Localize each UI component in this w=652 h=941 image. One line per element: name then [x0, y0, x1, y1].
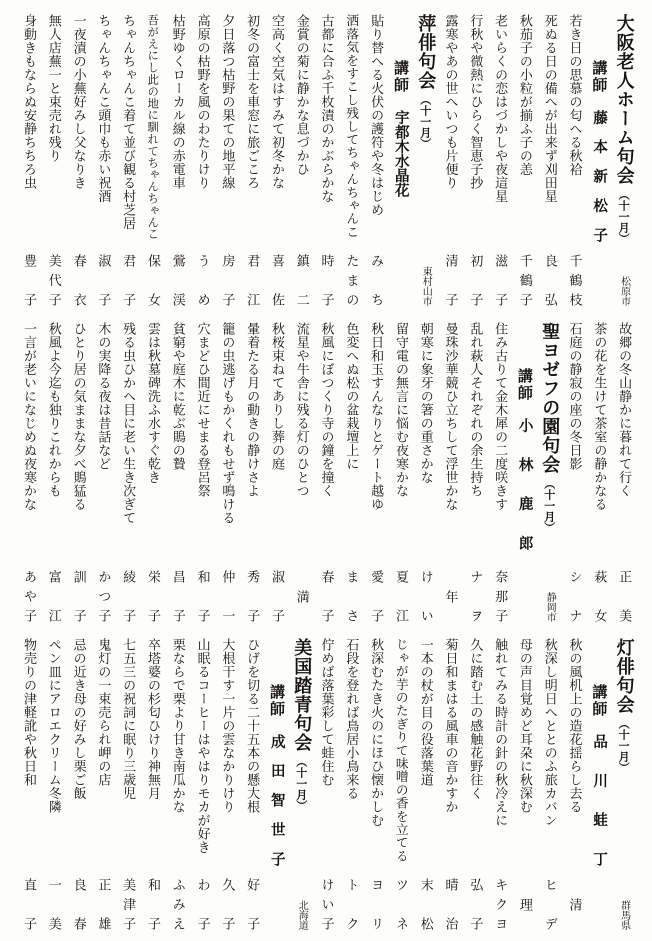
poem-column: [115, 14, 140, 306]
poem-text: 佇めば落葉彩して蛙住む: [318, 638, 334, 787]
poem-column: [611, 322, 636, 622]
poem-column: [438, 14, 463, 306]
poem-text: 貧窮や庭木に乾ぶ鵙の贄: [169, 322, 185, 471]
poem-column: [41, 638, 66, 930]
poem-author: ふみえ: [169, 878, 185, 930]
poem-text: ひとり居の気ままな夕べ鵙猛る: [70, 322, 86, 511]
poem-column: [264, 322, 289, 622]
poem-column: [363, 322, 388, 622]
section-title-column: [413, 14, 438, 306]
poem-author: 房子: [219, 254, 235, 306]
lecturer-column: [388, 14, 413, 306]
poem-column: [16, 638, 41, 930]
poem-author: 春子: [318, 570, 334, 622]
poem-author: 理: [516, 897, 532, 911]
section-title: 聖ヨゼフの園句会: [539, 322, 561, 474]
poem-column: [90, 638, 115, 930]
lecturer-column: [512, 322, 537, 622]
poem-author: トク: [343, 878, 359, 930]
poem-text: ペン皿にアロエクリーム冬隣: [45, 638, 61, 814]
poem-column: [115, 638, 140, 930]
poem-author: 千鶴枝: [566, 254, 582, 306]
poem-text: 無人店蕪一と束売れ残り: [45, 14, 61, 163]
poem-text: 雲は秋墓碑洗ふ水すぐ乾き: [144, 322, 160, 484]
poem-author: 良春: [70, 878, 86, 930]
poem-column: [239, 14, 264, 306]
poem-column: [487, 14, 512, 306]
poem-column: [66, 638, 91, 930]
poem-text: 老いらくの恋はづかしや夜這星: [492, 14, 508, 203]
lecturer-label: 講師: [590, 684, 609, 718]
poem-author: 栄子: [144, 570, 160, 622]
poem-text: 秋日和玉すんなりとゲート越ゆ: [368, 322, 384, 511]
lecturer-name: 品川蛙丁: [591, 734, 609, 866]
poem-column: [140, 322, 165, 622]
poem-text: 一言が老いになじめぬ夜寒かな: [20, 322, 36, 511]
text-band: [16, 14, 636, 306]
section-title: 美国踏青句会: [291, 638, 313, 752]
poem-column: [165, 638, 190, 930]
poem-column: [562, 14, 587, 306]
poem-column: [90, 322, 115, 622]
poem-text: 秋風にぼつくり寺の鐘を撞く: [318, 322, 334, 498]
poem-text: 秋の風机上の造花揺らし去る: [566, 638, 582, 814]
poem-author: 滋子: [492, 254, 508, 306]
poem-author: 清: [566, 897, 582, 911]
poem-column: [115, 322, 140, 622]
poem-text: 金賞の菊に静かな息づかひ: [293, 14, 309, 176]
poem-text: 茶の花を生けて茶室の静かなる: [591, 322, 607, 511]
poem-author: 弘子: [467, 878, 483, 930]
section-date: （十一月）: [617, 189, 631, 244]
poem-column: [214, 14, 239, 306]
poem-column: [512, 638, 537, 930]
poem-text: 死ぬる日の備へが出来ず刈田星: [541, 14, 557, 203]
lecturer-column: [264, 638, 289, 930]
poem-column: [562, 322, 587, 622]
poem-author: 喜佐: [268, 254, 284, 306]
poem-author: 晴治: [442, 878, 458, 930]
poem-author: あや子: [20, 570, 36, 622]
poem-text: 穴まどひ間近にせまる登呂祭: [194, 322, 210, 498]
poem-author: かつ子: [95, 570, 111, 622]
poem-text: 高原の枯野を風のわたりけり: [194, 14, 210, 190]
poem-text: 忌の近き母の好みし栗ご飯: [70, 638, 86, 800]
lecturer-name: 藤本新松子: [591, 110, 609, 242]
poem-author: 和子: [144, 878, 160, 930]
poem-author: うめ: [194, 254, 210, 306]
poem-column: [537, 14, 562, 306]
poem-author: けい: [417, 570, 433, 622]
poem-author: 良弘: [541, 254, 557, 306]
poem-text: 菊日和まはる風車の音かすか: [442, 638, 458, 814]
poem-text: 七五三の祝詞に眠り三歳児: [120, 638, 136, 800]
poem-author: 美津子: [120, 878, 136, 930]
section-date: （十一月）: [617, 718, 631, 773]
section-place: 群馬県: [618, 900, 630, 930]
poem-text: 初冬の富士を車窓に旅ごころ: [244, 14, 260, 190]
poem-text: 行秋や微熱にひらく智恵子抄: [467, 14, 483, 190]
poem-column: [90, 14, 115, 306]
poem-column: [586, 322, 611, 622]
poem-column: [562, 638, 587, 930]
poem-author: 萩女: [591, 570, 607, 622]
poem-author: 直子: [20, 878, 36, 930]
lecturer-name: 宇都木水晶花: [392, 110, 410, 197]
poem-column: [413, 322, 438, 622]
section-place: 静岡市: [544, 592, 556, 622]
poem-text: 若き日の思慕の匂へる秋袷: [566, 14, 582, 176]
poem-column: [214, 322, 239, 622]
poem-column: [140, 14, 165, 306]
poem-column: [190, 638, 215, 930]
poem-text: 石庭の静寂の座の冬日影: [566, 322, 582, 471]
poem-text: 留守電の無言に悩む夜寒かな: [392, 322, 408, 498]
lecturer-name: 成田智世子: [268, 734, 286, 866]
poem-text: 身動きもならぬ安静ちちろ虫: [20, 14, 36, 190]
poem-author: 久子: [219, 878, 235, 930]
poem-author: けい子: [318, 878, 334, 930]
poem-author: まさ: [343, 570, 359, 622]
poem-author: 好子: [244, 878, 260, 930]
section-title-column: [537, 322, 562, 622]
poem-author: ツネ: [392, 878, 408, 930]
poem-text: 秋風よ今迄も独りこれからも: [45, 322, 61, 498]
poem-text: 暈着たる月の動きの静けさよ: [244, 322, 260, 498]
poem-column: [338, 322, 363, 622]
poem-text: ちゃんちゃんこ着て並び観る村芝居: [120, 14, 136, 230]
poem-author: 春衣: [70, 254, 86, 306]
poem-column: [388, 638, 413, 930]
poem-text: 夕日落つ枯野の果ての地平線: [219, 14, 235, 190]
poem-author: 訓子: [70, 570, 86, 622]
poem-text: 朝寒に象牙の箸の重さかな: [417, 322, 433, 484]
poem-author: 正雄: [95, 878, 111, 930]
poem-author: 夏江: [392, 570, 408, 622]
poem-author: ヒデ: [541, 878, 557, 930]
poem-text: 吾がえにし此の地に馴れてちゃんちゃんこ: [146, 14, 161, 241]
poem-column: [165, 322, 190, 622]
poem-author: シナ: [566, 570, 582, 622]
poem-author: 保女: [144, 254, 160, 306]
poem-author: 愛子: [368, 570, 384, 622]
poem-text: 露寒やあの世へいつも片便り: [442, 14, 458, 190]
poem-text: 物売りの津軽訛や秋日和: [20, 638, 36, 787]
poem-column: [487, 322, 512, 622]
lecturer-label: 講師: [515, 368, 534, 402]
poem-text: 母の声目覚めど耳朶に秋深む: [516, 638, 532, 814]
poem-column: [537, 638, 562, 930]
section-title: 萍俳句会: [415, 14, 437, 90]
poem-text: 卒塔婆の杉匂ひけり神無月: [144, 638, 160, 800]
poem-text: 流星や牛舎に残る灯のひとつ: [293, 322, 309, 498]
poem-column: [140, 638, 165, 930]
section-title: 大阪老人ホーム句会: [613, 14, 635, 185]
poem-column: [462, 638, 487, 930]
poem-author: わ子: [194, 878, 210, 930]
poem-author: 豊子: [20, 254, 36, 306]
poem-text: 秋桜束ねてありし葬の庭: [268, 322, 284, 471]
poem-column: [338, 638, 363, 930]
poem-column: [388, 322, 413, 622]
poem-author: みち: [368, 254, 384, 306]
poem-author: 淑子: [268, 570, 284, 622]
poem-column: [487, 638, 512, 930]
poem-author: 年: [442, 589, 458, 603]
poem-text: 山眠るコーヒーはやはりモカが好き: [194, 638, 210, 854]
poem-author: たまの: [343, 254, 359, 306]
poem-text: ちゃんちゃんこ頭巾も赤い祝酒: [95, 14, 111, 203]
poem-author: 初子: [467, 254, 483, 306]
lecturer-label: 講師: [267, 684, 286, 718]
poem-column: [462, 322, 487, 622]
poem-column: [190, 322, 215, 622]
section-date: （十一月）: [418, 94, 432, 149]
poem-text: 残る虫ひかへ目に老い生き次ぎて: [120, 322, 136, 525]
poem-text: じゃが芋のたぎりて味噌の香を立てる: [393, 638, 409, 863]
poem-column: [41, 322, 66, 622]
poem-text: 秋茄子の小粒が揃ふ子の恙: [516, 14, 532, 176]
poem-text: 籠の虫逃げもかくれもせず鳴ける: [219, 322, 235, 525]
poem-text: 古都に合ふ千枚漬のかぶらかな: [318, 14, 334, 203]
poem-text: 大根干す一片の雲なかりけり: [219, 638, 235, 814]
poem-column: [66, 14, 91, 306]
poem-column: [66, 322, 91, 622]
poem-text: 一夜漬の小蕪好みし父なりき: [70, 14, 86, 190]
poem-text: 空高く空気はすみて初冬かな: [268, 14, 284, 190]
section-title: 灯俳句会: [613, 638, 635, 714]
poem-text: 色変へぬ松の盆栽壇上に: [343, 322, 359, 471]
section-title-column: [289, 638, 314, 930]
lecturer-label: 講師: [590, 60, 609, 94]
poem-author: キクヨ: [492, 878, 508, 930]
poem-text: 触れてみる時計の針の秋冷えに: [492, 638, 508, 827]
poem-column: [264, 14, 289, 306]
poem-text: 一本の杖が目の役落葉道: [417, 638, 433, 787]
poem-author: 末松: [417, 878, 433, 930]
poem-author: 淑子: [95, 254, 111, 306]
section-title-column: [611, 638, 636, 930]
poem-text: 貼り替へる火伏の護符や冬はじめ: [368, 14, 384, 217]
poem-text: 栗ならで栗より甘き南瓜かな: [169, 638, 185, 814]
poem-author: 君子: [120, 254, 136, 306]
lecturer-column: [586, 638, 611, 930]
poem-author: 時子: [318, 254, 334, 306]
poem-text: 秋深むたき火のにほひ懐かしむ: [368, 638, 384, 827]
poem-author: 清子: [442, 254, 458, 306]
lecturer-label: 講師: [391, 60, 410, 94]
poem-text: 鬼灯の一束売られ岬の店: [95, 638, 111, 787]
section-date: （十一月）: [294, 756, 308, 811]
poem-text: 木の実降る夜は昔話など: [95, 322, 111, 471]
poem-author: 富江: [45, 570, 61, 622]
poem-column: [41, 14, 66, 306]
poem-text: 枯野ゆくローカル線の赤電車: [169, 14, 185, 190]
poem-author: 鎮二: [293, 254, 309, 306]
poem-text: 石段を登れば鳥居小鳥来る: [343, 638, 359, 800]
poem-text: 秋深し明日へととのふ旅カバン: [541, 638, 557, 827]
poem-author: 綾子: [120, 570, 136, 622]
poem-author: 和子: [194, 570, 210, 622]
section-date: （十一月）: [542, 478, 556, 533]
poem-author: 秀子: [244, 570, 260, 622]
poem-text: ひげを切る二十五本の懸大根: [244, 638, 260, 814]
poem-author: 美代子: [45, 254, 61, 306]
poem-author: ヨリ: [368, 878, 384, 930]
poem-author: 一美: [45, 878, 61, 930]
poem-column: [462, 14, 487, 306]
poem-text: 乱れ萩人それぞれの余生持ち: [467, 322, 483, 498]
poem-column: [438, 638, 463, 930]
lecturer-name: 小林鹿郎: [516, 418, 534, 550]
poem-author: 君江: [244, 254, 260, 306]
poem-author: 満: [293, 589, 309, 603]
poem-author: ナヲ: [467, 570, 483, 622]
poem-text: 故郷の冬山静かに暮れて行く: [616, 322, 632, 498]
poem-author: 正美: [616, 570, 632, 622]
poem-column: [165, 14, 190, 306]
poem-text: 曼珠沙華競ひ立ちして浮世かな: [442, 322, 458, 511]
poem-column: [16, 322, 41, 622]
poem-author: 鶯渓: [169, 254, 185, 306]
section-place: 東村山市: [420, 266, 432, 306]
text-band: [16, 322, 636, 622]
poem-column: [363, 638, 388, 930]
poem-author: 昌子: [169, 570, 185, 622]
poem-column: [314, 638, 339, 930]
poem-column: [239, 322, 264, 622]
poem-column: [289, 14, 314, 306]
poem-column: [314, 322, 339, 622]
section-place: 松原市: [618, 276, 630, 306]
section-title-column: [611, 14, 636, 306]
poem-column: [413, 638, 438, 930]
poem-column: [438, 322, 463, 622]
poem-column: [239, 638, 264, 930]
poem-column: [314, 14, 339, 306]
lecturer-column: [586, 14, 611, 306]
poem-column: [338, 14, 363, 306]
poem-column: [190, 14, 215, 306]
poem-text: 久に踏む土の感触花野往く: [467, 638, 483, 800]
poem-column: [512, 14, 537, 306]
poem-author: 千鶴子: [516, 254, 532, 306]
poem-column: [289, 322, 314, 622]
section-place: 北海道: [296, 900, 308, 930]
poem-author: 奈那子: [492, 570, 508, 622]
poem-text: 住み古りて金木犀の二度咲きす: [492, 322, 508, 511]
text-band: [16, 638, 636, 930]
poem-column: [214, 638, 239, 930]
poem-text: 洒落気をすこし残してちゃんちゃんこ: [344, 14, 360, 239]
poem-column: [16, 14, 41, 306]
poem-column: [363, 14, 388, 306]
poem-author: 仲一: [219, 570, 235, 622]
